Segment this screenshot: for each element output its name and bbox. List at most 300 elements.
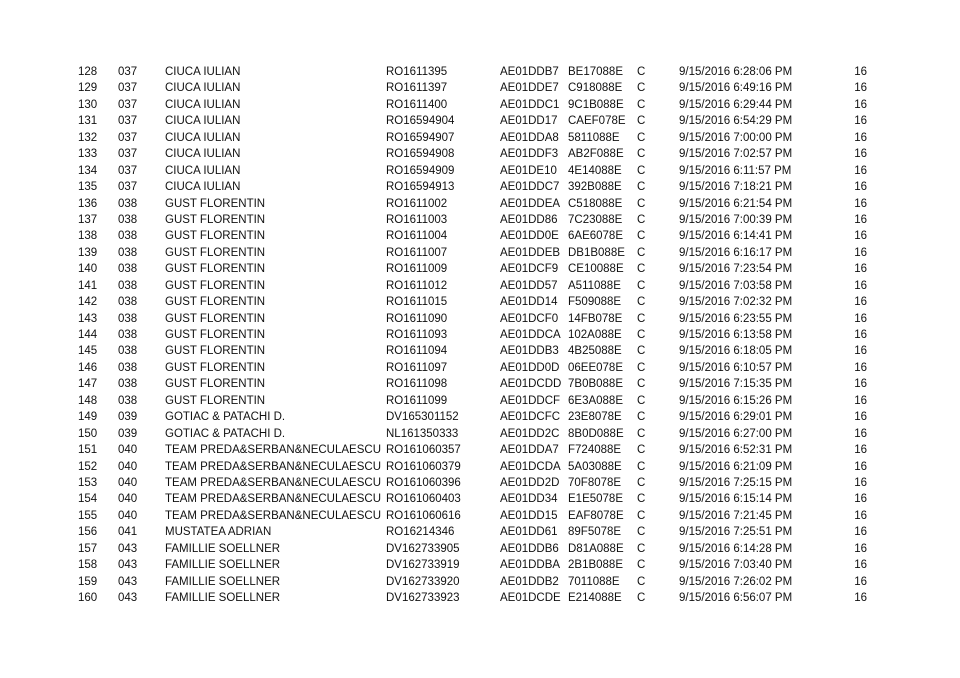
- check-code-cell: 4B25088E: [568, 345, 622, 358]
- owner-name-cell: GUST FLORENTIN: [165, 378, 266, 391]
- category-cell: C: [637, 312, 646, 325]
- owner-name-cell: FAMILLIE SOELLNER: [165, 575, 281, 588]
- category-cell: C: [637, 98, 646, 111]
- row-number-cell: 152: [78, 460, 98, 473]
- owner-name-cell: CIUCA IULIAN: [165, 181, 241, 194]
- owner-name-cell: FAMILLIE SOELLNER: [165, 559, 281, 572]
- arrival-time-cell: 9/15/2016 6:29:44 PM: [679, 98, 793, 111]
- owner-name-cell: GUST FLORENTIN: [165, 361, 266, 374]
- ring-number-cell: RO16594904: [386, 115, 455, 128]
- ring-number-cell: RO1611094: [386, 345, 448, 358]
- club-code-cell: 043: [118, 559, 138, 572]
- category-cell: C: [637, 263, 646, 276]
- club-code-cell: 037: [118, 164, 138, 177]
- club-code-cell: 037: [118, 98, 138, 111]
- chip-id-cell: AE01DD17: [500, 115, 558, 128]
- row-number-cell: 156: [78, 526, 98, 539]
- check-code-cell: 6E3A088E: [568, 394, 623, 407]
- owner-name-cell: GUST FLORENTIN: [165, 263, 266, 276]
- distance-cell: 16: [854, 246, 867, 259]
- distance-cell: 16: [854, 493, 867, 506]
- row-number-cell: 147: [78, 378, 98, 391]
- table-row: [0, 393, 960, 409]
- arrival-time-cell: 9/15/2016 6:18:05 PM: [679, 345, 793, 358]
- chip-id-cell: AE01DDB3: [500, 345, 559, 358]
- chip-id-cell: AE01DE10: [500, 164, 557, 177]
- chip-id-cell: AE01DD0D: [500, 361, 560, 374]
- row-number-cell: 145: [78, 345, 98, 358]
- check-code-cell: 4E14088E: [568, 164, 622, 177]
- row-number-cell: 131: [78, 115, 98, 128]
- distance-cell: 16: [854, 460, 867, 473]
- chip-id-cell: AE01DDB6: [500, 542, 559, 555]
- arrival-time-cell: 9/15/2016 6:16:17 PM: [679, 246, 793, 259]
- check-code-cell: CAEF078E: [568, 115, 626, 128]
- row-number-cell: 128: [78, 66, 98, 78]
- table-row: [0, 343, 960, 359]
- category-cell: C: [637, 592, 646, 604]
- owner-name-cell: TEAM PREDA&SERBAN&NECULAESCU: [165, 444, 381, 457]
- owner-name-cell: CIUCA IULIAN: [165, 131, 241, 144]
- club-code-cell: 037: [118, 115, 138, 128]
- check-code-cell: 9C1B088E: [568, 98, 624, 111]
- distance-cell: 16: [854, 115, 867, 128]
- arrival-time-cell: 9/15/2016 7:03:58 PM: [679, 279, 793, 292]
- check-code-cell: C518088E: [568, 197, 623, 210]
- category-cell: C: [637, 115, 646, 128]
- check-code-cell: 70F8078E: [568, 476, 622, 489]
- table-row: [0, 278, 960, 294]
- category-cell: C: [637, 444, 646, 457]
- chip-id-cell: AE01DD61: [500, 526, 558, 539]
- chip-id-cell: AE01DD57: [500, 279, 558, 292]
- distance-cell: 16: [854, 559, 867, 572]
- table-row: [0, 311, 960, 327]
- row-number-cell: 155: [78, 509, 98, 522]
- ring-number-cell: DV165301152: [386, 411, 459, 424]
- row-number-cell: 142: [78, 296, 98, 309]
- category-cell: C: [637, 394, 646, 407]
- check-code-cell: F724088E: [568, 444, 622, 457]
- owner-name-cell: CIUCA IULIAN: [165, 98, 241, 111]
- category-cell: C: [637, 427, 646, 440]
- check-code-cell: EAF8078E: [568, 509, 624, 522]
- chip-id-cell: AE01DD0E: [500, 230, 559, 243]
- check-code-cell: 392B088E: [568, 181, 622, 194]
- ring-number-cell: DV162733919: [386, 559, 460, 572]
- distance-cell: 16: [854, 263, 867, 276]
- distance-cell: 16: [854, 197, 867, 210]
- club-code-cell: 038: [118, 312, 138, 325]
- category-cell: C: [637, 329, 646, 341]
- chip-id-cell: AE01DDA8: [500, 131, 559, 144]
- club-code-cell: 038: [118, 394, 138, 407]
- chip-id-cell: AE01DCF9: [500, 263, 559, 276]
- distance-cell: 16: [854, 526, 867, 539]
- club-code-cell: 040: [118, 509, 138, 522]
- arrival-time-cell: 9/15/2016 6:29:01 PM: [679, 411, 793, 424]
- category-cell: C: [637, 361, 646, 374]
- ring-number-cell: NL161350333: [386, 427, 459, 440]
- owner-name-cell: CIUCA IULIAN: [165, 82, 241, 95]
- chip-id-cell: AE01DD14: [500, 296, 558, 309]
- distance-cell: 16: [854, 345, 867, 358]
- category-cell: C: [637, 246, 646, 259]
- row-number-cell: 151: [78, 444, 98, 457]
- distance-cell: 16: [854, 98, 867, 111]
- row-number-cell: 149: [78, 411, 98, 424]
- owner-name-cell: GUST FLORENTIN: [165, 345, 266, 358]
- arrival-time-cell: 9/15/2016 7:15:35 PM: [679, 378, 793, 391]
- ring-number-cell: RO1611400: [386, 98, 448, 111]
- club-code-cell: 037: [118, 181, 138, 194]
- check-code-cell: 5811088E: [568, 131, 620, 144]
- ring-number-cell: RO161060403: [386, 493, 461, 506]
- owner-name-cell: GOTIAC & PATACHI D.: [165, 427, 286, 440]
- check-code-cell: E214088E: [568, 592, 622, 604]
- table-row: [0, 574, 960, 590]
- distance-cell: 16: [854, 427, 867, 440]
- owner-name-cell: MUSTATEA ADRIAN: [165, 526, 272, 539]
- chip-id-cell: AE01DD2C: [500, 427, 560, 440]
- arrival-time-cell: 9/15/2016 6:52:31 PM: [679, 444, 793, 457]
- table-row: [0, 64, 960, 80]
- owner-name-cell: GUST FLORENTIN: [165, 312, 266, 325]
- check-code-cell: 8B0D088E: [568, 427, 624, 440]
- table-row: [0, 524, 960, 540]
- ring-number-cell: RO1611003: [386, 213, 448, 226]
- club-code-cell: 037: [118, 82, 138, 95]
- arrival-time-cell: 9/15/2016 6:49:16 PM: [679, 82, 793, 95]
- arrival-time-cell: 9/15/2016 7:00:00 PM: [679, 131, 793, 144]
- table-row: [0, 212, 960, 228]
- chip-id-cell: AE01DCDD: [500, 378, 562, 391]
- arrival-time-cell: 9/15/2016 6:14:28 PM: [679, 542, 793, 555]
- category-cell: C: [637, 476, 646, 489]
- owner-name-cell: GUST FLORENTIN: [165, 329, 266, 341]
- arrival-time-cell: 9/15/2016 6:21:09 PM: [679, 460, 793, 473]
- arrival-time-cell: 9/15/2016 7:26:02 PM: [679, 575, 793, 588]
- ring-number-cell: DV162733920: [386, 575, 460, 588]
- arrival-time-cell: 9/15/2016 6:11:57 PM: [679, 164, 792, 177]
- row-number-cell: 137: [78, 213, 98, 226]
- category-cell: C: [637, 460, 646, 473]
- arrival-time-cell: 9/15/2016 6:27:00 PM: [679, 427, 793, 440]
- row-number-cell: 132: [78, 131, 98, 144]
- row-number-cell: 140: [78, 263, 98, 276]
- category-cell: C: [637, 148, 646, 161]
- table-row: [0, 376, 960, 392]
- arrival-time-cell: 9/15/2016 7:00:39 PM: [679, 213, 793, 226]
- check-code-cell: E1E5078E: [568, 493, 623, 506]
- table-row: [0, 146, 960, 162]
- club-code-cell: 037: [118, 148, 138, 161]
- club-code-cell: 038: [118, 197, 138, 210]
- table-row: [0, 97, 960, 113]
- distance-cell: 16: [854, 66, 867, 78]
- chip-id-cell: AE01DCDA: [500, 460, 561, 473]
- owner-name-cell: GUST FLORENTIN: [165, 213, 266, 226]
- ring-number-cell: DV162733923: [386, 592, 460, 604]
- distance-cell: 16: [854, 411, 867, 424]
- ring-number-cell: RO1611093: [386, 329, 448, 341]
- chip-id-cell: AE01DCF0: [500, 312, 559, 325]
- table-row: [0, 557, 960, 573]
- check-code-cell: A511088E: [568, 279, 621, 292]
- owner-name-cell: TEAM PREDA&SERBAN&NECULAESCU: [165, 493, 381, 506]
- row-number-cell: 143: [78, 312, 98, 325]
- ring-number-cell: RO1611099: [386, 394, 448, 407]
- distance-cell: 16: [854, 509, 867, 522]
- check-code-cell: 6AE6078E: [568, 230, 623, 243]
- chip-id-cell: AE01DDC1: [500, 98, 560, 111]
- chip-id-cell: AE01DDC7: [500, 181, 560, 194]
- category-cell: C: [637, 197, 646, 210]
- club-code-cell: 037: [118, 131, 138, 144]
- check-code-cell: BE17088E: [568, 66, 623, 78]
- ring-number-cell: RO16594907: [386, 131, 455, 144]
- distance-cell: 16: [854, 476, 867, 489]
- table-row: [0, 360, 960, 376]
- club-code-cell: 038: [118, 345, 138, 358]
- distance-cell: 16: [854, 279, 867, 292]
- arrival-time-cell: 9/15/2016 6:21:54 PM: [679, 197, 793, 210]
- check-code-cell: C918088E: [568, 82, 623, 95]
- ring-number-cell: RO16214346: [386, 526, 455, 539]
- category-cell: C: [637, 296, 646, 309]
- club-code-cell: 038: [118, 246, 138, 259]
- row-number-cell: 130: [78, 98, 98, 111]
- row-number-cell: 146: [78, 361, 98, 374]
- table-row: [0, 179, 960, 195]
- arrival-time-cell: 9/15/2016 7:21:45 PM: [679, 509, 793, 522]
- distance-cell: 16: [854, 444, 867, 457]
- table-row: [0, 491, 960, 507]
- category-cell: C: [637, 82, 646, 95]
- distance-cell: 16: [854, 592, 867, 604]
- category-cell: C: [637, 230, 646, 243]
- category-cell: C: [637, 279, 646, 292]
- club-code-cell: 043: [118, 542, 138, 555]
- club-code-cell: 041: [118, 526, 138, 539]
- row-number-cell: 157: [78, 542, 98, 555]
- chip-id-cell: AE01DDA7: [500, 444, 559, 457]
- ring-number-cell: RO1611007: [386, 246, 448, 259]
- ring-number-cell: RO1611015: [386, 296, 448, 309]
- row-number-cell: 159: [78, 575, 98, 588]
- owner-name-cell: CIUCA IULIAN: [165, 115, 241, 128]
- arrival-time-cell: 9/15/2016 6:54:29 PM: [679, 115, 793, 128]
- arrival-time-cell: 9/15/2016 6:13:58 PM: [679, 329, 793, 341]
- distance-cell: 16: [854, 394, 867, 407]
- club-code-cell: 038: [118, 230, 138, 243]
- ring-number-cell: RO161060379: [386, 460, 461, 473]
- row-number-cell: 136: [78, 197, 98, 210]
- club-code-cell: 037: [118, 66, 138, 78]
- check-code-cell: 7C23088E: [568, 213, 623, 226]
- category-cell: C: [637, 378, 646, 391]
- category-cell: C: [637, 181, 646, 194]
- table-row: [0, 459, 960, 475]
- chip-id-cell: AE01DDCA: [500, 329, 561, 341]
- row-number-cell: 129: [78, 82, 98, 95]
- arrival-time-cell: 9/15/2016 7:02:32 PM: [679, 296, 793, 309]
- table-row: [0, 130, 960, 146]
- chip-id-cell: AE01DDF3: [500, 148, 559, 161]
- chip-id-cell: AE01DDB7: [500, 66, 559, 78]
- row-number-cell: 134: [78, 164, 98, 177]
- owner-name-cell: TEAM PREDA&SERBAN&NECULAESCU: [165, 476, 381, 489]
- row-number-cell: 135: [78, 181, 98, 194]
- owner-name-cell: GUST FLORENTIN: [165, 230, 266, 243]
- table-row: [0, 541, 960, 557]
- club-code-cell: 038: [118, 378, 138, 391]
- check-code-cell: 14FB078E: [568, 312, 623, 325]
- distance-cell: 16: [854, 542, 867, 555]
- table-row: [0, 442, 960, 458]
- check-code-cell: 7011088E: [568, 575, 620, 588]
- category-cell: C: [637, 131, 646, 144]
- row-number-cell: 153: [78, 476, 98, 489]
- table-row: [0, 228, 960, 244]
- owner-name-cell: TEAM PREDA&SERBAN&NECULAESCU: [165, 460, 381, 473]
- owner-name-cell: GUST FLORENTIN: [165, 246, 266, 259]
- table-row: [0, 294, 960, 310]
- check-code-cell: AB2F088E: [568, 148, 624, 161]
- category-cell: C: [637, 345, 646, 358]
- distance-cell: 16: [854, 230, 867, 243]
- owner-name-cell: FAMILLIE SOELLNER: [165, 592, 281, 604]
- row-number-cell: 148: [78, 394, 98, 407]
- table-row: [0, 196, 960, 212]
- row-number-cell: 158: [78, 559, 98, 572]
- table-row: [0, 163, 960, 179]
- club-code-cell: 040: [118, 493, 138, 506]
- arrival-time-cell: 9/15/2016 6:15:26 PM: [679, 394, 793, 407]
- row-number-cell: 144: [78, 329, 98, 341]
- results-table: [0, 64, 960, 606]
- club-code-cell: 038: [118, 263, 138, 276]
- check-code-cell: DB1B088E: [568, 246, 625, 259]
- owner-name-cell: GUST FLORENTIN: [165, 197, 266, 210]
- club-code-cell: 038: [118, 279, 138, 292]
- category-cell: C: [637, 493, 646, 506]
- row-number-cell: 150: [78, 427, 98, 440]
- table-row: [0, 245, 960, 261]
- category-cell: C: [637, 66, 646, 78]
- club-code-cell: 039: [118, 427, 138, 440]
- distance-cell: 16: [854, 312, 867, 325]
- arrival-time-cell: 9/15/2016 7:18:21 PM: [679, 181, 793, 194]
- distance-cell: 16: [854, 296, 867, 309]
- table-row: [0, 426, 960, 442]
- arrival-time-cell: 9/15/2016 6:15:14 PM: [679, 493, 793, 506]
- owner-name-cell: TEAM PREDA&SERBAN&NECULAESCU: [165, 509, 381, 522]
- category-cell: C: [637, 509, 646, 522]
- category-cell: C: [637, 164, 646, 177]
- category-cell: C: [637, 575, 646, 588]
- check-code-cell: F509088E: [568, 296, 622, 309]
- owner-name-cell: CIUCA IULIAN: [165, 164, 241, 177]
- chip-id-cell: AE01DDBA: [500, 559, 561, 572]
- ring-number-cell: RO1611097: [386, 361, 448, 374]
- club-code-cell: 038: [118, 213, 138, 226]
- arrival-time-cell: 9/15/2016 7:23:54 PM: [679, 263, 793, 276]
- chip-id-cell: AE01DDB2: [500, 575, 559, 588]
- distance-cell: 16: [854, 575, 867, 588]
- distance-cell: 16: [854, 181, 867, 194]
- row-number-cell: 133: [78, 148, 98, 161]
- owner-name-cell: GUST FLORENTIN: [165, 296, 266, 309]
- ring-number-cell: RO1611012: [386, 279, 448, 292]
- check-code-cell: 5A03088E: [568, 460, 622, 473]
- club-code-cell: 038: [118, 361, 138, 374]
- chip-id-cell: AE01DDCF: [500, 394, 561, 407]
- row-number-cell: 154: [78, 493, 98, 506]
- check-code-cell: 06EE078E: [568, 361, 623, 374]
- arrival-time-cell: 9/15/2016 6:23:55 PM: [679, 312, 793, 325]
- distance-cell: 16: [854, 164, 867, 177]
- row-number-cell: 139: [78, 246, 98, 259]
- ring-number-cell: RO16594909: [386, 164, 455, 177]
- owner-name-cell: CIUCA IULIAN: [165, 66, 241, 78]
- club-code-cell: 043: [118, 592, 138, 604]
- club-code-cell: 043: [118, 575, 138, 588]
- arrival-time-cell: 9/15/2016 6:14:41 PM: [679, 230, 793, 243]
- club-code-cell: 039: [118, 411, 138, 424]
- arrival-time-cell: 9/15/2016 6:56:07 PM: [679, 592, 793, 604]
- chip-id-cell: AE01DCDE: [500, 592, 561, 604]
- ring-number-cell: RO161060396: [386, 476, 461, 489]
- arrival-time-cell: 9/15/2016 7:02:57 PM: [679, 148, 793, 161]
- distance-cell: 16: [854, 148, 867, 161]
- arrival-time-cell: 9/15/2016 7:25:51 PM: [679, 526, 793, 539]
- ring-number-cell: RO1611397: [386, 82, 448, 95]
- category-cell: C: [637, 411, 646, 424]
- check-code-cell: CE10088E: [568, 263, 624, 276]
- ring-number-cell: RO1611395: [386, 66, 448, 78]
- check-code-cell: 23E8078E: [568, 411, 622, 424]
- table-row: [0, 80, 960, 96]
- distance-cell: 16: [854, 329, 867, 341]
- arrival-time-cell: 9/15/2016 7:25:15 PM: [679, 476, 793, 489]
- club-code-cell: 038: [118, 296, 138, 309]
- chip-id-cell: AE01DD2D: [500, 476, 560, 489]
- row-number-cell: 160: [78, 592, 98, 604]
- distance-cell: 16: [854, 213, 867, 226]
- distance-cell: 16: [854, 378, 867, 391]
- club-code-cell: 038: [118, 329, 138, 341]
- category-cell: C: [637, 542, 646, 555]
- category-cell: C: [637, 559, 646, 572]
- club-code-cell: 040: [118, 460, 138, 473]
- ring-number-cell: RO1611098: [386, 378, 448, 391]
- ring-number-cell: RO16594908: [386, 148, 455, 161]
- table-row: [0, 113, 960, 129]
- ring-number-cell: RO161060616: [386, 509, 461, 522]
- row-number-cell: 138: [78, 230, 98, 243]
- chip-id-cell: AE01DD86: [500, 213, 558, 226]
- chip-id-cell: AE01DD15: [500, 509, 558, 522]
- owner-name-cell: CIUCA IULIAN: [165, 148, 241, 161]
- distance-cell: 16: [854, 82, 867, 95]
- arrival-time-cell: 9/15/2016 6:10:57 PM: [679, 361, 793, 374]
- check-code-cell: 102A088E: [568, 329, 622, 341]
- ring-number-cell: RO1611090: [386, 312, 448, 325]
- check-code-cell: D81A088E: [568, 542, 624, 555]
- ring-number-cell: RO1611004: [386, 230, 448, 243]
- chip-id-cell: AE01DDE7: [500, 82, 559, 95]
